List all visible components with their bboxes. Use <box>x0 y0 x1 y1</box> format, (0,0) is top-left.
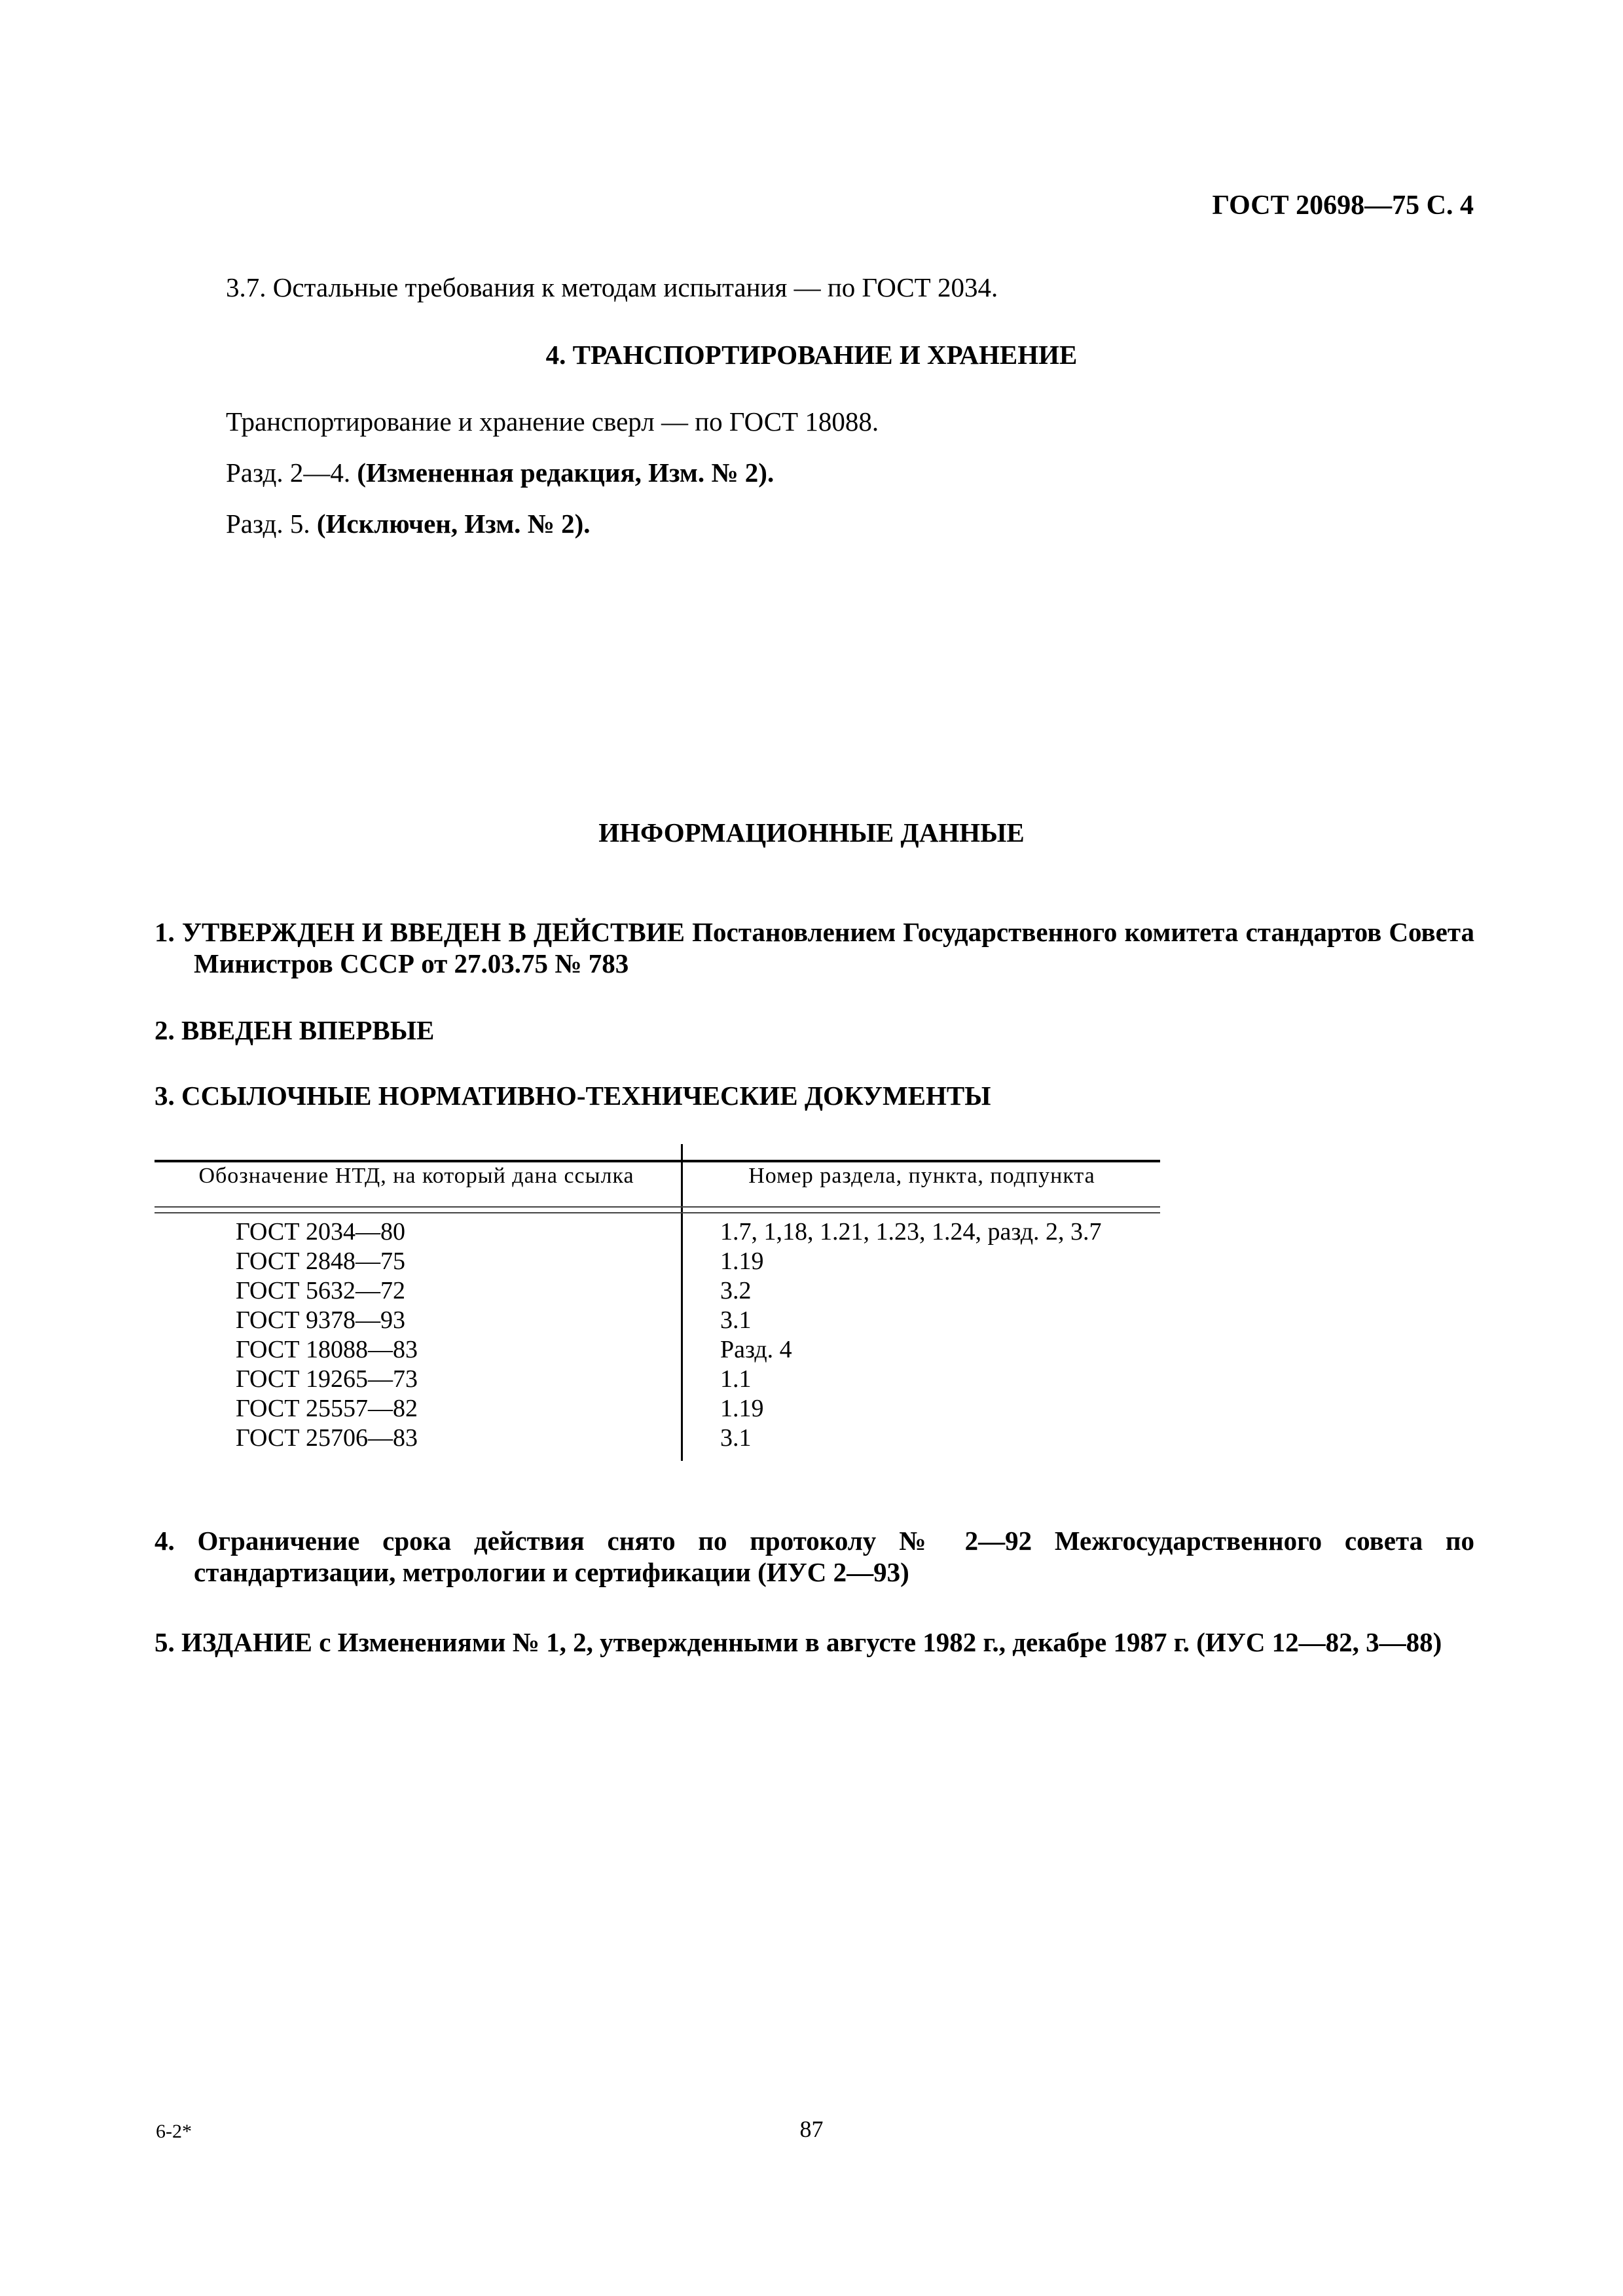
amendment-note-2-prefix: Разд. 5. <box>226 509 317 539</box>
table-cell-section: 3.2 <box>720 1277 752 1304</box>
table-column-divider <box>681 1144 683 1461</box>
table-cell-ntd: ГОСТ 2848—75 <box>236 1247 405 1275</box>
paragraph-transport: Транспортирование и хранение сверл — по ГОСТ 18088. <box>226 406 879 437</box>
table-header-rule-1 <box>155 1206 1160 1208</box>
table-cell-section: 1.19 <box>720 1247 764 1275</box>
table-top-rule <box>155 1160 1160 1162</box>
table-cell-ntd: ГОСТ 5632—72 <box>236 1277 405 1304</box>
table-cell-section: Разд. 4 <box>720 1336 792 1363</box>
amendment-note-1-prefix: Разд. 2—4. <box>226 457 357 488</box>
table-cell-ntd: ГОСТ 19265—73 <box>236 1365 418 1393</box>
table-column-section <box>720 1217 1102 1453</box>
page-number: 87 <box>799 2116 824 2142</box>
info-item-2: 2. ВВЕДЕН ВПЕРВЫЕ <box>155 1015 435 1045</box>
table-cell-ntd: ГОСТ 25557—82 <box>236 1395 418 1422</box>
table-column-ntd <box>236 1217 418 1453</box>
table-cell-section: 1.19 <box>720 1395 764 1422</box>
table-cell-ntd: ГОСТ 9378—93 <box>236 1306 405 1334</box>
table-cell-ntd: ГОСТ 25706—83 <box>236 1424 418 1452</box>
info-item-1: 1. УТВЕРЖДЕН И ВВЕДЕН В ДЕЙСТВИЕ Постановлением Государственного комитета стандартов Совета Министров СССР от 27.03.75 № 783 <box>155 917 1474 978</box>
table-cell-section: 3.1 <box>720 1424 752 1452</box>
amendment-note-2-bold: (Исключен, Изм. № 2). <box>316 509 591 539</box>
table-cell-ntd: ГОСТ 18088—83 <box>236 1336 418 1363</box>
amendment-note-2 <box>226 508 590 539</box>
table-cell-section: 1.1 <box>720 1365 752 1393</box>
section-4-heading: 4. ТРАНСПОРТИРОВАНИЕ И ХРАНЕНИЕ <box>545 340 1078 370</box>
info-item-3: 3. ССЫЛОЧНЫЕ НОРМАТИВНО-ТЕХНИЧЕСКИЕ ДОКУМЕНТЫ <box>155 1081 991 1111</box>
table-cell-ntd: ГОСТ 2034—80 <box>236 1218 405 1246</box>
table-header-rule-2 <box>155 1212 1160 1213</box>
amendment-note-1 <box>226 457 774 488</box>
table-cell-section: 3.1 <box>720 1306 752 1334</box>
table-cell-section: 1.7, 1,18, 1.21, 1.23, 1.24, разд. 2, 3.7 <box>720 1218 1102 1246</box>
info-item-4: 4. Ограничение срока действия снято по протоколу № 2—92 Межгосударственного совета по стандартизации, метрологии и сертификации (ИУС 2—93) <box>155 1526 1474 1587</box>
table-header-section: Номер раздела, пункта, подпункта <box>748 1164 1095 1188</box>
footer-sheet-mark: 6-2* <box>156 2121 192 2142</box>
amendment-note-1-bold: (Измененная редакция, Изм. № 2). <box>357 457 775 488</box>
info-data-heading: ИНФОРМАЦИОННЫЕ ДАННЫЕ <box>598 817 1025 848</box>
document-header: ГОСТ 20698—75 С. 4 <box>1212 190 1474 221</box>
paragraph-3-7: 3.7. Остальные требования к методам испытания — по ГОСТ 2034. <box>226 272 998 302</box>
table-header-ntd: Обозначение НТД, на который дана ссылка <box>198 1164 634 1188</box>
info-item-5: 5. ИЗДАНИЕ с Изменениями № 1, 2, утвержденными в августе 1982 г., декабре 1987 г. (ИУС 12—82, 3—88) <box>155 1627 1442 1657</box>
